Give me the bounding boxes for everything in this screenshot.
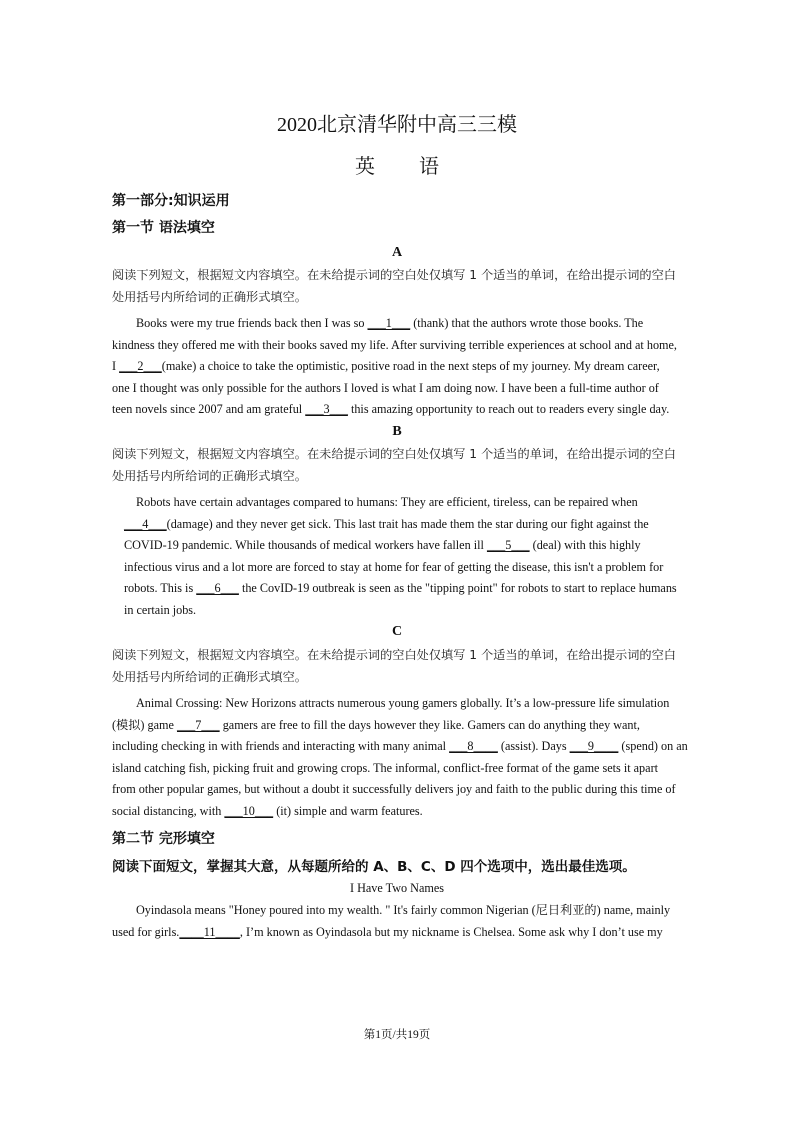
passage-line: from other popular games, but without a doubt it successfully delivers joy and faith to the public during this time of bbox=[112, 782, 676, 797]
subject-title bbox=[0, 150, 794, 179]
passage-line: used for girls.____11____, I’m known as Oyindasola but my nickname is Chelsea. Some ask why I don’t use my bbox=[112, 924, 663, 939]
instruction-line: 处用括号内所给词的正确形式填空。 bbox=[112, 468, 307, 483]
section-heading-cloze: 第二节 完形填空 bbox=[112, 831, 215, 847]
page-footer: 第1页/共19页 bbox=[363, 1029, 431, 1041]
passage-line: Animal Crossing: New Horizons attracts numerous young gamers globally. It’s a low-pressure life simulation bbox=[136, 696, 670, 710]
passage-line: (模拟) game ___7___ gamers are free to fill the days however they like. Gamers can do anything they want, bbox=[112, 717, 640, 732]
blank-10: ___10___ bbox=[224, 803, 274, 818]
blank-9: ___9____ bbox=[569, 739, 619, 754]
blank-7: ___7___ bbox=[176, 717, 220, 732]
blank-4: ___4___ bbox=[124, 516, 167, 531]
instruction-line: 处用括号内所给词的正确形式填空。 bbox=[112, 669, 307, 684]
instruction-c bbox=[112, 645, 686, 688]
blank-8: ___8____ bbox=[449, 739, 498, 754]
passage-line: teen novels since 2007 and am grateful ___3___ this amazing opportunity to reach out to readers every single day. bbox=[112, 402, 670, 417]
passage-letter-c: C bbox=[391, 624, 403, 639]
blank-3: ___3___ bbox=[305, 402, 348, 417]
passage-line: robots. This is ___6___ the CovID-19 outbreak is seen as the "tipping point" for robots to start to replace humans bbox=[124, 581, 677, 596]
subject-char-1: 英 bbox=[355, 156, 375, 178]
passage-a bbox=[112, 313, 686, 421]
passage-line: Books were my true friends back then I was so ___1___ (thank) that the authors wrote those books. The bbox=[136, 316, 644, 330]
instruction-a bbox=[112, 265, 686, 308]
instruction-line: 阅读下列短文，根据短文内容填空。在未给提示词的空白处仅填写 1 个适当的单词，在给出提示词的空白 bbox=[112, 268, 676, 282]
instruction-line: 处用括号内所给词的正确形式填空。 bbox=[112, 289, 307, 304]
page-title: 2020北京清华附中高三三模 bbox=[277, 114, 517, 136]
blank-1: ___1___ bbox=[367, 316, 411, 330]
blank-5: ___5___ bbox=[486, 538, 530, 553]
passage-line: I ___2___(make) a choice to take the optimistic, positive road in the next steps of my journey. My dream career, bbox=[112, 359, 660, 374]
part-heading: 第一部分:知识运用 bbox=[112, 193, 230, 209]
passage-b bbox=[112, 492, 686, 622]
passage-line: ___4___(damage) and they never get sick. This last trait has made them the star during our fight against the bbox=[124, 516, 649, 531]
instruction-line: 阅读下列短文，根据短文内容填空。在未给提示词的空白处仅填写 1 个适当的单词，在给出提示词的空白 bbox=[112, 447, 676, 461]
passage-line: kindness they offered me with their books saved my life. After surviving terrible experiences at school and at home, bbox=[112, 337, 677, 352]
passage-line: COVID-19 pandemic. While thousands of medical workers have fallen ill ___5___ (deal) with this highly bbox=[124, 538, 641, 553]
story-passage bbox=[112, 900, 686, 943]
subject-char-2: 语 bbox=[419, 156, 439, 178]
passage-line: in certain jobs. bbox=[124, 602, 197, 617]
passage-line: including checking in with friends and interacting with many animal ___8____ (assist). Days ___9____ (spend) on an bbox=[112, 739, 688, 754]
blank-6: ___6___ bbox=[196, 581, 239, 596]
passage-line: social distancing, with ___10___ (it) simple and warm features. bbox=[112, 803, 423, 818]
blank-2: ___2___ bbox=[119, 359, 162, 374]
instruction-b bbox=[112, 444, 686, 487]
passage-line: island catching fish, picking fruit and growing crops. The informal, conflict-free format of the game sets it apart bbox=[112, 760, 659, 775]
passage-line: one I thought was only possible for the authors I loved is what I am doing now. I have been a full-time author of bbox=[112, 380, 659, 395]
passage-letter-a: A bbox=[391, 245, 403, 260]
passage-letter-b: B bbox=[392, 424, 402, 439]
passage-line: infectious virus and a lot more are forced to stay at home for fear of getting the disease, this isn't a problem for bbox=[124, 559, 664, 574]
story-title: I Have Two Names bbox=[349, 881, 445, 895]
blank-11: ____11____ bbox=[179, 924, 240, 939]
passage-c bbox=[112, 693, 686, 823]
section-heading-grammar: 第一节 语法填空 bbox=[112, 220, 215, 236]
instruction-line: 阅读下列短文，根据短文内容填空。在未给提示词的空白处仅填写 1 个适当的单词，在给出提示词的空白 bbox=[112, 648, 676, 662]
cloze-instruction: 阅读下面短文，掌握其大意，从每题所给的 A、B、C、D 四个选项中，选出最佳选项。 bbox=[112, 859, 636, 875]
passage-line: Robots have certain advantages compared to humans: They are efficient, tireless, can be repaired when bbox=[136, 495, 638, 509]
passage-line: Oyindasola means "Honey poured into my wealth. " It's fairly common Nigerian (尼日利亚的) name, mainly bbox=[136, 903, 671, 917]
